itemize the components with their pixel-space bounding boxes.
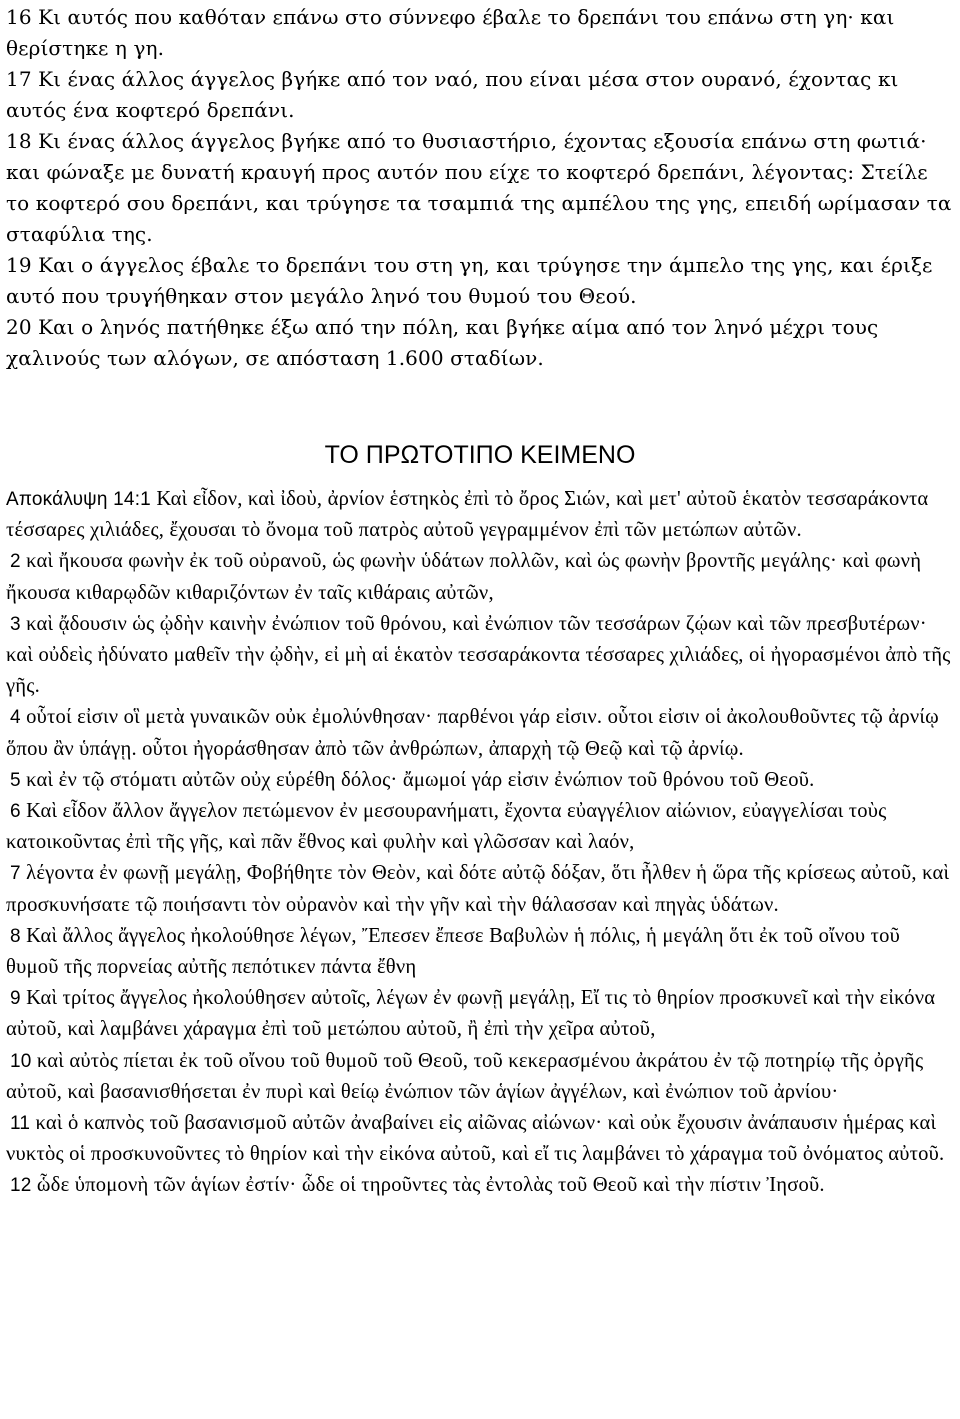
original-verse-7 — [6, 858, 954, 920]
verse-20: 20 Και ο ληνός πατήθηκε έξω από την πόλη, και βγήκε αίμα από τον ληνό μέχρι τους χαλινούς των αλόγων, σε απόσταση 1.600 σταδίων. — [6, 315, 879, 370]
verse-text: ὧδε ὑπομονὴ τῶν ἁγίων ἐστίν· ὧδε οἱ τηροῦντες τὰς ἐντολὰς τοῦ Θεοῦ καὶ τὴν πίστιν Ἰησοῦ. — [36, 1174, 825, 1197]
original-verse-8 — [6, 921, 954, 983]
original-verse-12 — [6, 1170, 954, 1201]
verse-18: 18 Κι ένας άλλος άγγελος βγήκε από το θυσιαστήριο, έχοντας εξουσία επάνω στη φωτιά· και φώναξε με δυνατή κραυγή προς αυτόν που είχε το κοφτερό δρεπάνι, λέγοντας: Στείλε το κοφτερό σου δρεπάνι, και τρύγησε τα τσαμπιά της αμπέλου της γης, επειδή ωρίμασαν τα σταφύλια της. — [6, 129, 952, 246]
verse-number: 3 — [10, 613, 21, 635]
verse-number: 10 — [10, 1050, 32, 1072]
verse-text: Καὶ εἶδον, καὶ ἰδοὺ, ἀρνίον ἑστηκὸς ἐπὶ τὸ ὄρος Σιών, καὶ μετ' αὐτοῦ ἑκατὸν τεσσαράκοντα τέσσαρες χιλιάδες, ἔχουσαι τὸ ὄνομα τοῦ πατρὸς αὐτοῦ γεγραμμένον ἐπὶ τῶν μετώπων αὐτῶν. — [6, 488, 929, 542]
original-text-heading: ΤΟ ΠΡΩΤΟΤΙΠΟ ΚΕΙΜΕΝΟ — [324, 441, 636, 469]
verse-number: 7 — [10, 863, 21, 885]
original-verse-5 — [6, 765, 954, 796]
verse-text: καὶ ἤκουσα φωνὴν ἐκ τοῦ οὐρανοῦ, ὡς φωνὴν ὑδάτων πολλῶν, καὶ ὡς φωνὴν βροντῆς μεγάλης· καὶ φωνὴ ἤκουσα κιθαρῳδῶν κιθαριζόντων ἐν ταῖς κιθάραις αὐτῶν, — [6, 550, 922, 604]
verse-text: Καὶ ἄλλος ἄγγελος ἠκολούθησε λέγων, Ἔπεσεν ἔπεσε Βαβυλὼν ἡ πόλις, ἡ μεγάλη ὅτι ἐκ τοῦ οἴνου τοῦ θυμοῦ τῆς πορνείας αὐτῆς πεπότικεν πάντα ἔθνη — [6, 924, 900, 979]
verse-number: 9 — [10, 988, 21, 1010]
verse-number: 8 — [10, 925, 21, 947]
original-text-section — [6, 484, 954, 1202]
document-page — [6, 2, 954, 1202]
verse-text: καὶ αὐτὸς πίεται ἐκ τοῦ οἴνου τοῦ θυμοῦ τοῦ Θεοῦ, τοῦ κεκερασμένου ἀκράτου ἐν τῷ ποτηρίῳ τῆς ὀργῆς αὐτοῦ, καὶ βασανισθήσεται ἐν πυρὶ καὶ θείῳ ἐνώπιον τῶν ἁγίων ἀγγέλων, καὶ ἐνώπιον τοῦ ἀρνίου· — [6, 1049, 924, 1103]
original-verse-3 — [6, 609, 954, 703]
verse-number: 12 — [10, 1175, 32, 1197]
verse-17: 17 Κι ένας άλλος άγγελος βγήκε από τον ναό, που είναι μέσα στον ουρανό, έχοντας κι αυτός ένα κοφτερό δρεπάνι. — [6, 67, 899, 122]
verse-number: 11 — [10, 1113, 31, 1135]
original-verse-9 — [6, 983, 954, 1045]
verse-number: 5 — [10, 769, 21, 791]
verse-number: 4 — [10, 707, 21, 729]
verse-19: 19 Και ο άγγελος έβαλε το δρεπάνι του στη γη, και τρύγησε την άμπελο της γης, και έριξε αυτό που τρυγήθηκαν στον μεγάλο ληνό του θυμού του Θεού. — [6, 253, 933, 308]
verse-text: οὗτοί εἰσιν οἳ μετὰ γυναικῶν οὐκ ἐμολύνθησαν· παρθένοι γάρ εἰσιν. οὗτοι εἰσιν οἱ ἀκολουθοῦντες τῷ ἀρνίῳ ὅπου ἂν ὑπάγῃ. οὗτοι ἠγοράσθησαν ἀπὸ τῶν ἀνθρώπων, ἀπαρχὴ τῷ Θεῷ καὶ τῷ ἀρνίῳ. — [6, 706, 939, 760]
verse-text: καὶ ᾄδουσιν ὡς ᾠδὴν καινὴν ἐνώπιον τοῦ θρόνου, καὶ ἐνώπιον τῶν τεσσάρων ζῴων καὶ τῶν πρεσβυτέρων· καὶ οὐδεὶς ἠδύνατο μαθεῖν τὴν ᾠδὴν, εἰ μὴ αἱ ἑκατὸν τεσσαράκοντα τέσσαρες χιλιάδες, οἱ ἠγορασμένοι ἀπὸ τῆς γῆς. — [6, 612, 951, 698]
verse-text: καὶ ἐν τῷ στόματι αὐτῶν οὐχ εὑρέθη δόλος· ἄμωμοί γάρ εἰσιν ἐνώπιον τοῦ θρόνου τοῦ Θεοῦ. — [26, 768, 815, 791]
modern-translation-section — [6, 2, 954, 374]
verse-reference: Αποκάλυψη 14:1 — [6, 489, 151, 510]
verse-16: 16 Κι αυτός που καθόταν επάνω στο σύννεφο έβαλε το δρεπάνι του επάνω στη γη· και θερίστηκε η γη. — [6, 5, 895, 60]
original-verse-2 — [6, 546, 954, 608]
original-verse-1 — [6, 484, 954, 546]
verse-number: 6 — [10, 801, 21, 823]
verse-text: λέγοντα ἐν φωνῇ μεγάλῃ, Φοβήθητε τὸν Θεὸν, καὶ δότε αὐτῷ δόξαν, ὅτι ἦλθεν ἡ ὥρα τῆς κρίσεως αὐτοῦ, καὶ προσκυνήσατε τῷ ποιήσαντι τὸν οὐρανὸν καὶ τὴν γῆν καὶ τὴν θάλασσαν καὶ πηγὰς ὑδάτων. — [6, 862, 950, 916]
verse-text: καὶ ὁ καπνὸς τοῦ βασανισμοῦ αὐτῶν ἀναβαίνει εἰς αἰῶνας αἰώνων· καὶ οὐκ ἔχουσιν ἀνάπαυσιν ἡμέρας καὶ νυκτὸς οἱ προσκυνοῦντες τὸ θηρίον καὶ τὴν εἰκόνα αὐτοῦ, καὶ εἴ τις λαμβάνει τὸ χάραγμα τοῦ ὀνόματος αὐτοῦ. — [6, 1112, 945, 1166]
original-verse-4 — [6, 702, 954, 764]
verse-text: Καὶ εἶδον ἄλλον ἄγγελον πετώμενον ἐν μεσουρανήματι, ἔχοντα εὐαγγέλιον αἰώνιον, εὐαγγελίσαι τοὺς κατοικοῦντας ἐπὶ τῆς γῆς, καὶ πᾶν ἔθνος καὶ φυλὴν καὶ γλῶσσαν καὶ λαόν, — [6, 800, 887, 854]
original-verse-10 — [6, 1046, 954, 1108]
original-verse-11 — [6, 1108, 954, 1170]
verse-text: Καὶ τρίτος ἄγγελος ἠκολούθησεν αὐτοῖς, λέγων ἐν φωνῇ μεγάλῃ, Εἴ τις τὸ θηρίον προσκυνεῖ καὶ τὴν εἰκόνα αὐτοῦ, καὶ λαμβάνει χάραγμα ἐπὶ τοῦ μετώπου αὐτοῦ, ἢ ἐπὶ τὴν χεῖρα αὐτοῦ, — [6, 987, 936, 1041]
original-verse-6 — [6, 796, 954, 858]
verse-number: 2 — [10, 551, 21, 573]
